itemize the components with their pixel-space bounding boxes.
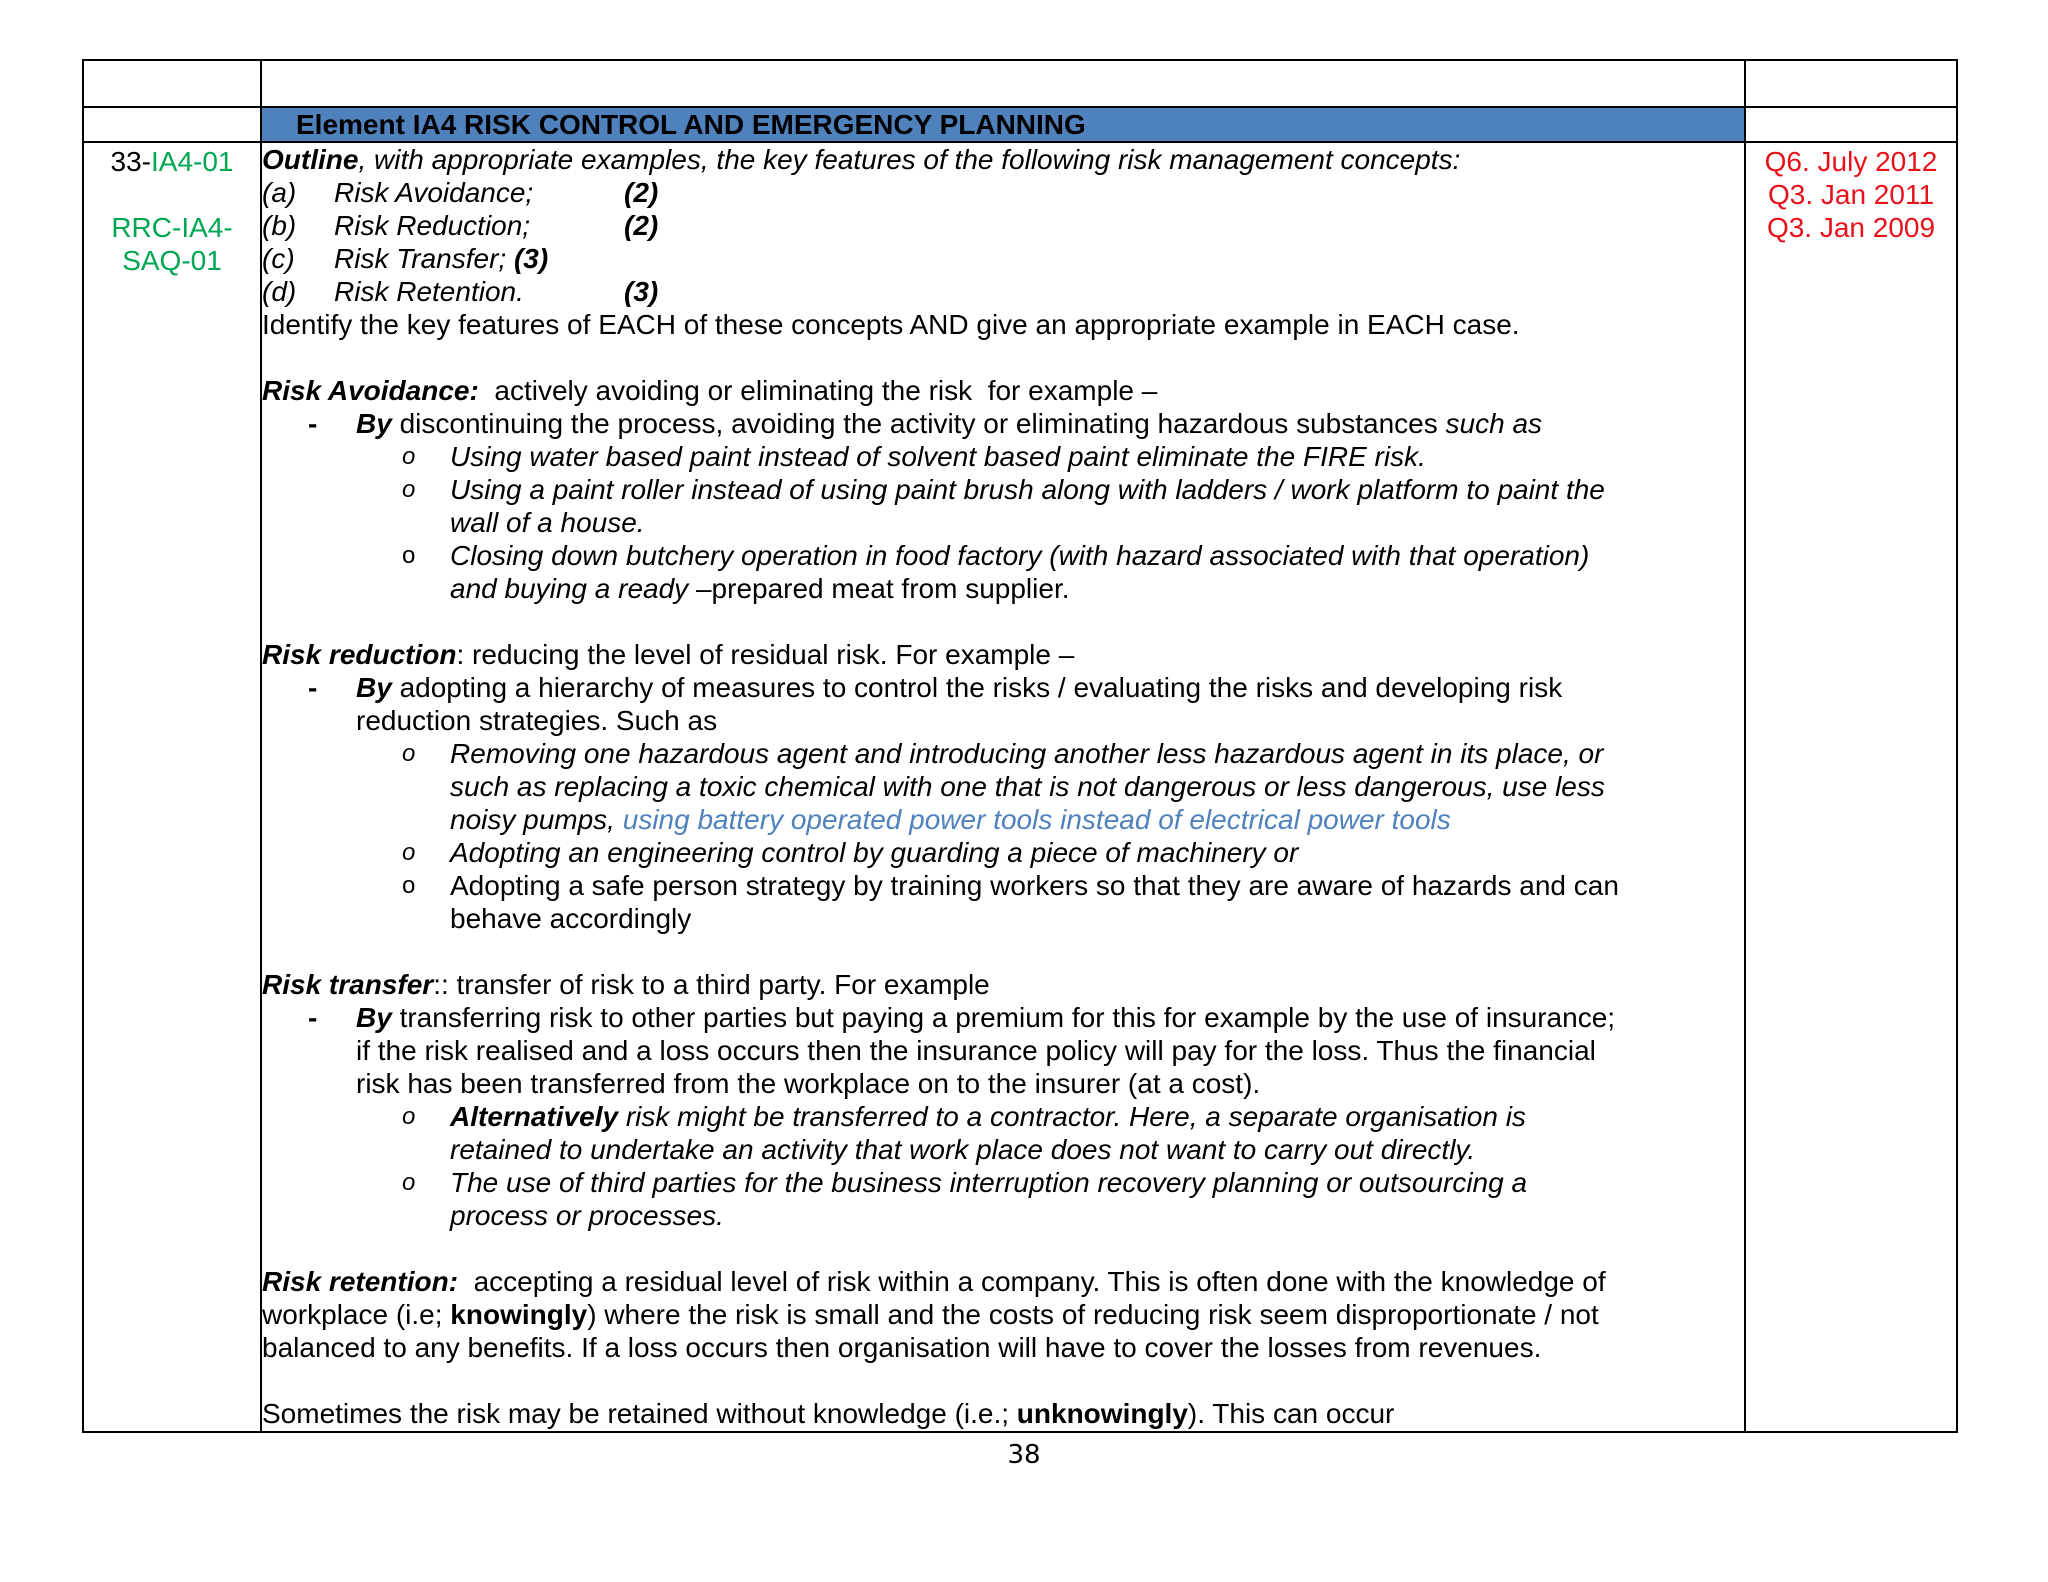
item-label: (c) [262,243,295,274]
question-instruction: Identify the key features of EACH of these concepts AND give an appropriate example in EACH case. [262,309,1520,340]
transfer-heading: Risk transfer [262,969,434,1000]
avoidance-heading: Risk Avoidance: [262,375,479,406]
reduction-intro: : reducing the level of residual risk. For example – [456,639,1075,670]
example-text: Closing down butchery operation in food factory (with hazard associated with that operation) [450,540,1590,571]
by-word: By [356,1002,392,1033]
item-text: Risk Avoidance; [334,177,534,208]
reduction-heading-line [262,638,1744,671]
by-text: adopting a hierarchy of measures to control the risks / evaluating the risks and developing risk [391,672,1563,703]
exam-date: Q6. July 2012 [1764,146,1938,177]
circle-bullet: o [402,1103,416,1130]
item-label: (d) [262,276,297,307]
empty-cell [83,60,261,107]
table-header-row [83,107,1957,142]
example-text: process or processes. [450,1200,724,1231]
example-text: wall of a house. [450,507,645,538]
retention-line-3: balanced to any benefits. If a loss occurs then organisation will have to cover the losses from revenues. [262,1332,1542,1363]
circle-bullet: o [402,1169,416,1196]
example-text: The use of third parties for the business interruption recovery planning or outsourcing a [450,1167,1528,1198]
reduction-example-1 [262,737,1744,836]
question-reference [84,145,260,178]
page-number: 38 [1007,1440,1041,1470]
question-outline [262,143,1744,176]
empty-cell [261,60,1745,107]
question-item-c [262,242,1744,275]
circle-bullet: o [402,542,416,569]
dash-bullet: - [308,1002,318,1033]
transfer-example-2 [262,1166,1744,1232]
circle-bullet: o [402,872,416,899]
transfer-example-1 [262,1100,1744,1166]
empty-cell [83,107,261,142]
transfer-heading-line [262,968,1744,1001]
example-text: Removing one hazardous agent and introducing another less hazardous agent in its place, or [450,738,1604,769]
example-text: noisy pumps, [450,804,623,835]
answer-cell [261,142,1745,1432]
retention-line-4 [262,1397,1744,1430]
exam-date: Q3. Jan 2011 [1767,179,1935,210]
avoidance-example-3 [262,539,1744,605]
avoidance-heading-line [262,374,1744,407]
example-text: such as replacing a toxic chemical with one that is not dangerous or less dangerous, use less [450,771,1605,802]
item-marks: (3) [624,276,659,307]
item-text: Risk Reduction; [334,210,531,241]
avoidance-dash-item [262,407,1744,440]
retention-text-bold: knowingly [450,1299,588,1330]
question-row [83,142,1957,1432]
item-marks: (2) [624,177,659,208]
example-text: Using water based paint instead of solvent based paint eliminate the FIRE risk. [450,441,1426,472]
reduction-example-3 [262,869,1744,935]
rrc-ref-line2: SAQ-01 [122,245,222,276]
transfer-intro: :: transfer of risk to a third party. For example [433,969,990,1000]
retention-text-bold: unknowingly [1016,1398,1188,1429]
avoidance-example-2 [262,473,1744,539]
example-text: Adopting an engineering control by guarding a piece of machinery or [450,837,1299,868]
outline-rest: , with appropriate examples, the key features of the following risk management concepts: [358,144,1461,175]
retention-heading-line [262,1265,1744,1298]
example-text: retained to undertake an activity that work place does not want to carry out directly. [450,1134,1476,1165]
outline-word: Outline [262,144,359,175]
retention-heading: Risk retention: [262,1266,459,1297]
retention-text: ). This can occur [1187,1398,1395,1429]
question-item-b [262,209,1744,242]
retention-line-2 [262,1298,1744,1331]
circle-bullet: o [402,839,416,866]
retention-text: accepting a residual level of risk within a company. This is often done with the knowledge of [458,1266,1606,1297]
reference-cell [83,142,261,1432]
reduction-heading: Risk reduction [262,639,457,670]
example-text: –prepared meat from supplier. [695,573,1070,604]
question-item-a [262,176,1744,209]
by-text: discontinuing the process, avoiding the activity or eliminating hazardous substances [391,408,1446,439]
document-table [82,59,1958,1433]
question-item-d [262,275,1744,308]
item-text: Risk Transfer; [334,243,507,274]
ref-code: IA4-01 [150,146,234,177]
by-text: risk has been transferred from the workplace on to the insurer (at a cost). [356,1068,1261,1099]
by-tail: such as [1445,408,1543,439]
exam-date: Q3. Jan 2009 [1766,212,1936,243]
example-text-blue: using battery operated power tools instead of electrical power tools [622,804,1451,835]
by-text: if the risk realised and a loss occurs then the insurance policy will pay for the loss. Thus the financial [356,1035,1596,1066]
circle-bullet: o [402,476,416,503]
retention-text: workplace (i.e; [262,1299,451,1330]
example-text: Adopting a safe person strategy by training workers so that they are aware of hazards and can [450,870,1619,901]
by-word: By [356,672,392,703]
reduction-dash-item [262,671,1744,737]
rrc-ref-line1: RRC-IA4- [111,212,233,243]
avoidance-example-1 [262,440,1744,473]
dash-bullet: - [308,408,318,439]
date-cell [1745,142,1957,1432]
table-top-row [83,60,1957,107]
item-marks: (2) [624,210,659,241]
retention-text: Sometimes the risk may be retained without knowledge (i.e.; [262,1398,1017,1429]
ref-prefix: 33- [110,146,151,177]
reduction-example-2 [262,836,1744,869]
circle-bullet: o [402,740,416,767]
by-word: By [356,408,392,439]
element-title: Element IA4 RISK CONTROL AND EMERGENCY PLANNING [261,107,1745,142]
example-text: and buying a ready [450,573,696,604]
item-marks: (3) [513,243,549,274]
avoidance-intro: actively avoiding or eliminating the risk for example – [478,375,1158,406]
circle-bullet: o [402,443,416,470]
example-text-bold: Alternatively [450,1101,619,1132]
dash-bullet: - [308,672,318,703]
example-text: Using a paint roller instead of using paint brush along with ladders / work platform to paint the [450,474,1605,505]
retention-text: ) where the risk is small and the costs of reducing risk seem disproportionate / not [587,1299,1599,1330]
example-text: risk might be transferred to a contractor. Here, a separate organisation is [618,1101,1526,1132]
item-text: Risk Retention. [334,276,524,307]
by-text: transferring risk to other parties but paying a premium for this for example by the use of insurance; [391,1002,1616,1033]
item-label: (b) [262,210,297,241]
item-label: (a) [262,177,297,208]
by-text: reduction strategies. Such as [356,705,718,736]
empty-cell [1745,107,1957,142]
empty-cell [1745,60,1957,107]
transfer-dash-item [262,1001,1744,1100]
example-text: behave accordingly [450,903,692,934]
